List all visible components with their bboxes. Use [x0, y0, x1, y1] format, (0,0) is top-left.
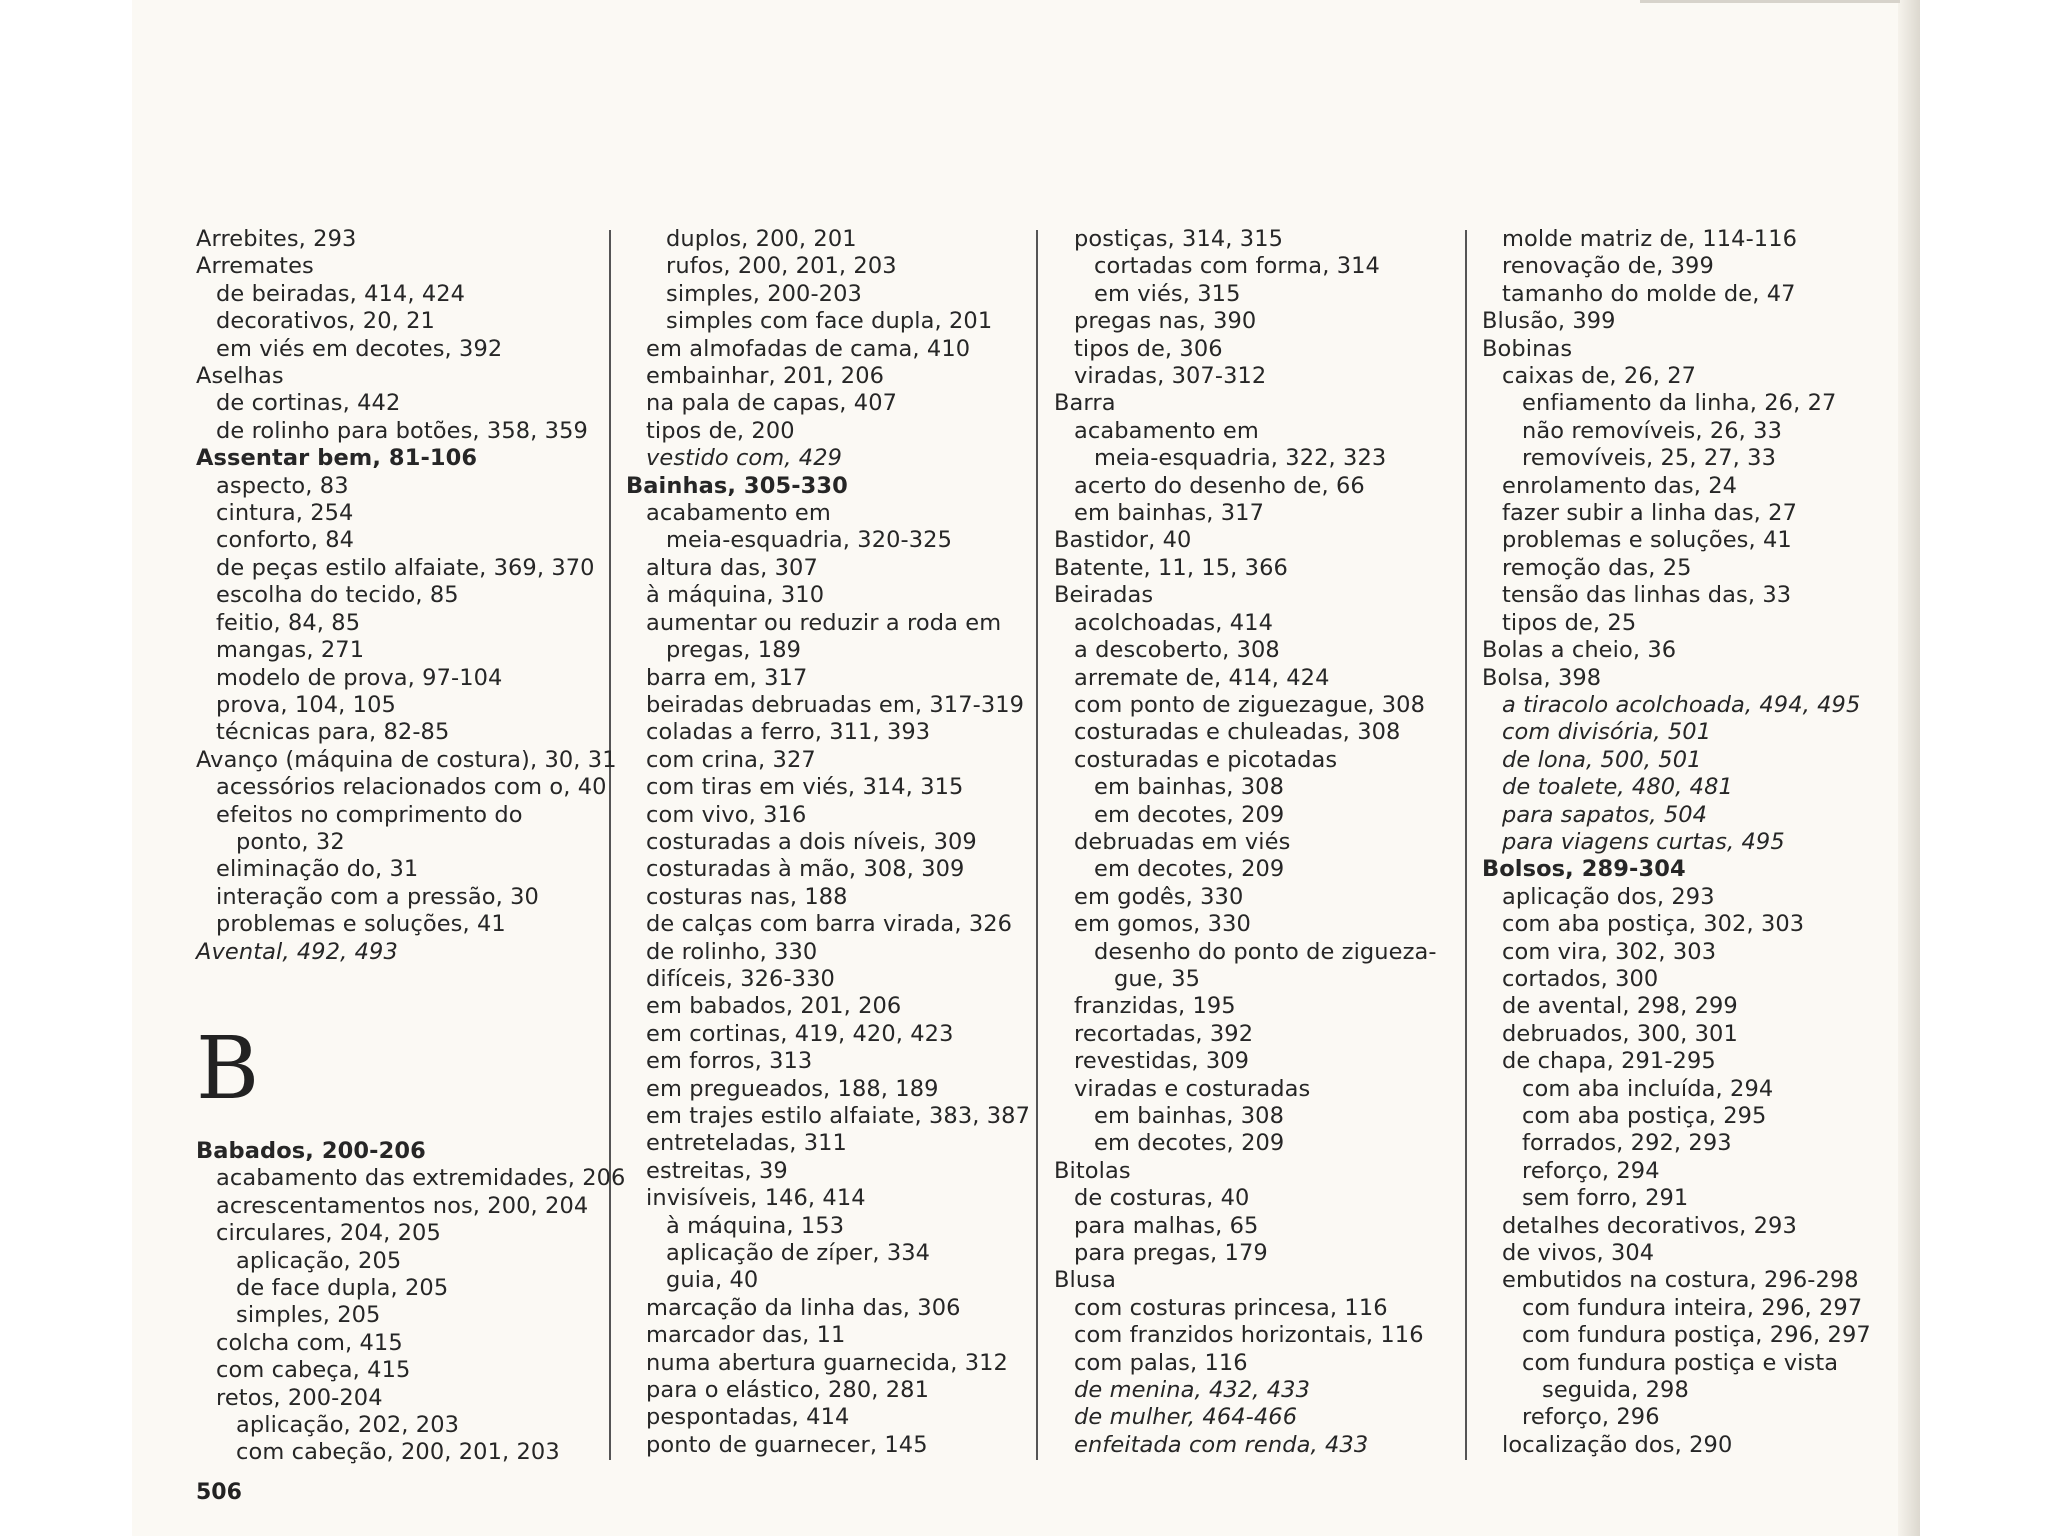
index-subentry: embainhar, 201, 206 [646, 363, 885, 390]
index-subentry: altura das, 307 [646, 554, 818, 581]
index-subentry: aumentar ou reduzir a roda em [646, 609, 1002, 636]
index-subentry: ponto, 32 [236, 828, 345, 855]
index-subentry: em pregueados, 188, 189 [646, 1075, 939, 1102]
index-subentry: em bainhas, 308 [1094, 774, 1285, 801]
index-subentry: fazer subir a linha das, 27 [1502, 500, 1798, 527]
index-subentry: postiças, 314, 315 [1074, 226, 1284, 252]
index-subentry: feitio, 84, 85 [216, 609, 361, 636]
index-subentry: para viagens curtas, 495 [1502, 828, 1785, 855]
index-subentry: na pala de capas, 407 [646, 390, 898, 417]
index-heading: Barra [1054, 390, 1116, 417]
index-subentry: arremate de, 414, 424 [1074, 664, 1330, 691]
index-subentry: viradas, 307-312 [1074, 363, 1267, 390]
index-subentry: decorativos, 20, 21 [216, 308, 435, 335]
index-subentry: acabamento das extremidades, 206 [216, 1165, 626, 1192]
index-subentry: barra em, 317 [646, 664, 808, 691]
index-subentry: em viés em decotes, 392 [216, 335, 503, 362]
index-subentry: efeitos no comprimento do [216, 801, 523, 828]
index-subentry: para o elástico, 280, 281 [646, 1377, 929, 1404]
index-subentry: com cabeça, 415 [216, 1357, 411, 1384]
index-subentry: tipos de, 25 [1502, 609, 1637, 636]
index-subentry: recortadas, 392 [1074, 1020, 1254, 1047]
index-subentry: acessórios relacionados com o, 40 [216, 774, 607, 801]
index-subentry: em bainhas, 317 [1074, 500, 1265, 527]
index-subentry: entreteladas, 311 [646, 1130, 847, 1157]
index-subentry: com aba incluída, 294 [1522, 1075, 1774, 1102]
index-heading: Arremates [196, 253, 314, 280]
index-subentry: acolchoadas, 414 [1074, 609, 1274, 636]
index-subentry: gue, 35 [1114, 965, 1201, 992]
index-subentry: simples, 205 [236, 1302, 381, 1329]
index-subentry: tipos de, 200 [646, 417, 795, 444]
index-subentry: renovação de, 399 [1502, 253, 1714, 280]
index-subentry: tipos de, 306 [1074, 335, 1223, 362]
index-subentry: costuradas à mão, 308, 309 [646, 856, 965, 883]
index-subentry: a tiracolo acolchoada, 494, 495 [1502, 691, 1861, 718]
index-subentry: pregas, 189 [666, 637, 802, 664]
section-letter: B [196, 1018, 260, 1119]
index-subentry: com fundura postiça e vista [1522, 1349, 1839, 1376]
index-subentry: com divisória, 501 [1502, 719, 1712, 746]
index-subentry: de toalete, 480, 481 [1502, 774, 1733, 801]
index-subentry: em decotes, 209 [1094, 1130, 1285, 1157]
index-subentry: marcação da linha das, 306 [646, 1294, 961, 1321]
index-subentry: sem forro, 291 [1522, 1185, 1689, 1212]
index-subentry: caixas de, 26, 27 [1502, 363, 1697, 390]
index-subentry: conforto, 84 [216, 527, 355, 554]
index-subentry: remoção das, 25 [1502, 554, 1692, 581]
index-subentry: em viés, 315 [1094, 280, 1241, 307]
index-subentry: acrescentamentos nos, 200, 204 [216, 1192, 589, 1219]
index-subentry: duplos, 200, 201 [666, 226, 857, 252]
index-subentry: com aba postiça, 302, 303 [1502, 911, 1805, 938]
index-heading: Assentar bem, 81-106 [196, 445, 478, 472]
index-subentry: forrados, 292, 293 [1522, 1130, 1732, 1157]
index-subentry: eliminação do, 31 [216, 856, 419, 883]
index-subentry: de vivos, 304 [1502, 1240, 1655, 1267]
index-subentry: debruados, 300, 301 [1502, 1020, 1738, 1047]
index-subentry: tensão das linhas das, 33 [1502, 582, 1792, 609]
index-subentry: enfiamento da linha, 26, 27 [1522, 390, 1837, 417]
index-subentry: invisíveis, 146, 414 [646, 1185, 866, 1212]
index-subentry: aspecto, 83 [216, 472, 349, 499]
index-heading: Bolsos, 289-304 [1482, 856, 1686, 883]
index-subentry: removíveis, 25, 27, 33 [1522, 445, 1776, 472]
index-subentry: de rolinho, 330 [646, 938, 818, 965]
index-subentry: retos, 200-204 [216, 1384, 383, 1411]
index-subentry: aplicação, 205 [236, 1247, 402, 1274]
index-subentry: em forros, 313 [646, 1048, 813, 1075]
index-subentry: meia-esquadria, 320-325 [666, 527, 952, 554]
index-subentry: guia, 40 [666, 1267, 759, 1294]
index-heading: Avanço (máquina de costura), 30, 31 [196, 746, 617, 773]
index-heading: Bobinas [1482, 335, 1573, 362]
index-subentry: acabamento em [1074, 417, 1259, 444]
index-heading: Bastidor, 40 [1054, 527, 1192, 554]
index-heading: Bainhas, 305-330 [626, 472, 848, 499]
index-subentry: coladas a ferro, 311, 393 [646, 719, 931, 746]
index-subentry: acerto do desenho de, 66 [1074, 472, 1365, 499]
index-subentry: aplicação de zíper, 334 [666, 1240, 931, 1267]
index-subentry: em decotes, 209 [1094, 801, 1285, 828]
index-subentry: à máquina, 310 [646, 582, 825, 609]
index-subentry: de face dupla, 205 [236, 1275, 449, 1301]
index-subentry: de beiradas, 414, 424 [216, 280, 466, 307]
index-subentry: em gomos, 330 [1074, 911, 1251, 938]
index-subentry: reforço, 294 [1522, 1157, 1660, 1184]
index-column-1 [196, 226, 626, 1467]
index-subentry: interação com a pressão, 30 [216, 883, 539, 910]
index-subentry: prova, 104, 105 [216, 691, 396, 718]
index-subentry: técnicas para, 82-85 [216, 719, 450, 746]
index-heading: Blusa [1054, 1267, 1116, 1294]
index-subentry: mangas, 271 [216, 637, 365, 664]
index-subentry: seguida, 298 [1542, 1377, 1689, 1404]
index-subentry: numa abertura guarnecida, 312 [646, 1349, 1008, 1376]
index-subentry: de chapa, 291-295 [1502, 1048, 1716, 1075]
index-subentry: costuras nas, 188 [646, 883, 848, 910]
index-subentry: com cabeção, 200, 201, 203 [236, 1439, 560, 1466]
index-subentry: cortadas com forma, 314 [1094, 253, 1380, 280]
index-subentry: tamanho do molde de, 47 [1502, 280, 1796, 307]
index-subentry: não removíveis, 26, 33 [1522, 417, 1783, 444]
index-subentry: acabamento em [646, 500, 831, 527]
index-subentry: pespontadas, 414 [646, 1404, 850, 1431]
index-subentry: debruadas em viés [1074, 828, 1291, 855]
index-subentry: em bainhas, 308 [1094, 1103, 1285, 1129]
index-subentry: em cortinas, 419, 420, 423 [646, 1020, 954, 1047]
index-subentry: cortados, 300 [1502, 965, 1659, 992]
index-subentry: em decotes, 209 [1094, 856, 1285, 883]
index-subentry: rufos, 200, 201, 203 [666, 253, 897, 280]
index-subentry: problemas e soluções, 41 [1502, 527, 1792, 554]
index-subentry: de peças estilo alfaiate, 369, 370 [216, 554, 595, 581]
index-subentry: molde matriz de, 114-116 [1502, 226, 1798, 252]
index-subentry: pregas nas, 390 [1074, 308, 1257, 335]
index-subentry: detalhes decorativos, 293 [1502, 1212, 1797, 1239]
index-subentry: de avental, 298, 299 [1502, 993, 1738, 1020]
index-subentry: beiradas debruadas em, 317-319 [646, 691, 1025, 718]
index-subentry: para malhas, 65 [1074, 1212, 1259, 1239]
index-heading: Arrebites, 293 [196, 226, 357, 252]
index-subentry: estreitas, 39 [646, 1157, 788, 1184]
index-subentry: em almofadas de cama, 410 [646, 335, 971, 362]
index-heading: Bolsa, 398 [1482, 664, 1602, 691]
index-subentry: para sapatos, 504 [1502, 801, 1708, 828]
index-subentry: para pregas, 179 [1074, 1240, 1268, 1267]
index-subentry: com ponto de ziguezague, 308 [1074, 691, 1426, 718]
index-subentry: com vivo, 316 [646, 801, 807, 828]
index-subentry: desenho do ponto de zigueza- [1094, 938, 1437, 965]
index-subentry: com palas, 116 [1074, 1349, 1248, 1376]
index-subentry: de menina, 432, 433 [1074, 1377, 1310, 1404]
index-subentry: de costuras, 40 [1074, 1185, 1250, 1212]
index-subentry: enfeitada com renda, 433 [1074, 1431, 1369, 1458]
index-subentry: vestido com, 429 [646, 445, 843, 472]
index-subentry: embutidos na costura, 296-298 [1502, 1267, 1859, 1294]
index-subentry: de rolinho para botões, 358, 359 [216, 417, 588, 444]
index-subentry: com fundura inteira, 296, 297 [1522, 1294, 1863, 1321]
index-subentry: com fundura postiça, 296, 297 [1522, 1322, 1871, 1349]
index-heading: Babados, 200-206 [196, 1137, 426, 1164]
index-subentry: escolha do tecido, 85 [216, 582, 459, 609]
page-number: 506 [196, 1480, 242, 1505]
index-subentry: ponto de guarnecer, 145 [646, 1431, 928, 1458]
index-subentry: com aba postiça, 295 [1522, 1103, 1767, 1129]
index-subentry: costuradas e chuleadas, 308 [1074, 719, 1401, 746]
index-subentry: de calças com barra virada, 326 [646, 911, 1013, 938]
index-heading: Bolas a cheio, 36 [1482, 637, 1677, 664]
index-subentry: meia-esquadria, 322, 323 [1094, 445, 1387, 472]
index-column-4 [1482, 226, 1902, 1459]
index-subentry: em godês, 330 [1074, 883, 1244, 910]
index-subentry: à máquina, 153 [666, 1212, 845, 1239]
index-heading: Bitolas [1054, 1157, 1131, 1184]
index-subentry: em babados, 201, 206 [646, 993, 902, 1020]
index-subentry: colcha com, 415 [216, 1329, 403, 1356]
index-subentry: em trajes estilo alfaiate, 383, 387 [646, 1103, 1031, 1129]
index-subentry: aplicação, 202, 203 [236, 1412, 460, 1439]
index-subentry: marcador das, 11 [646, 1322, 846, 1349]
index-column-3 [1054, 226, 1474, 1459]
page-top-shade [1640, 0, 1900, 3]
index-subentry: de mulher, 464-466 [1074, 1404, 1298, 1431]
index-heading: Aselhas [196, 363, 284, 390]
index-subentry: problemas e soluções, 41 [216, 911, 506, 938]
index-heading: Blusão, 399 [1482, 308, 1616, 335]
index-subentry: com costuras princesa, 116 [1074, 1294, 1388, 1321]
index-subentry: com crina, 327 [646, 746, 816, 773]
index-heading: Batente, 11, 15, 366 [1054, 554, 1288, 581]
index-subentry: revestidas, 309 [1074, 1048, 1250, 1075]
index-column-2 [626, 226, 1046, 1459]
index-subentry: franzidas, 195 [1074, 993, 1236, 1020]
index-subentry: de cortinas, 442 [216, 390, 401, 417]
index-subentry: cintura, 254 [216, 500, 354, 527]
index-subentry: reforço, 296 [1522, 1404, 1660, 1431]
index-subentry: a descoberto, 308 [1074, 637, 1280, 664]
index-subentry: localização dos, 290 [1502, 1431, 1733, 1458]
index-subentry: com franzidos horizontais, 116 [1074, 1322, 1424, 1349]
index-subentry: enrolamento das, 24 [1502, 472, 1738, 499]
index-subentry: com tiras em viés, 314, 315 [646, 774, 964, 801]
index-subentry: de lona, 500, 501 [1502, 746, 1702, 773]
index-subentry: difíceis, 326-330 [646, 965, 835, 992]
index-subentry: circulares, 204, 205 [216, 1220, 441, 1247]
index-subentry: costuradas a dois níveis, 309 [646, 828, 977, 855]
index-subentry: modelo de prova, 97-104 [216, 664, 503, 691]
index-heading: Avental, 492, 493 [196, 938, 398, 965]
index-subentry: simples com face dupla, 201 [666, 308, 993, 335]
index-subentry: com vira, 302, 303 [1502, 938, 1717, 965]
index-subentry: viradas e costuradas [1074, 1075, 1311, 1102]
index-heading: Beiradas [1054, 582, 1154, 609]
index-subentry: aplicação dos, 293 [1502, 883, 1715, 910]
index-subentry: costuradas e picotadas [1074, 746, 1338, 773]
index-subentry: simples, 200-203 [666, 280, 862, 307]
